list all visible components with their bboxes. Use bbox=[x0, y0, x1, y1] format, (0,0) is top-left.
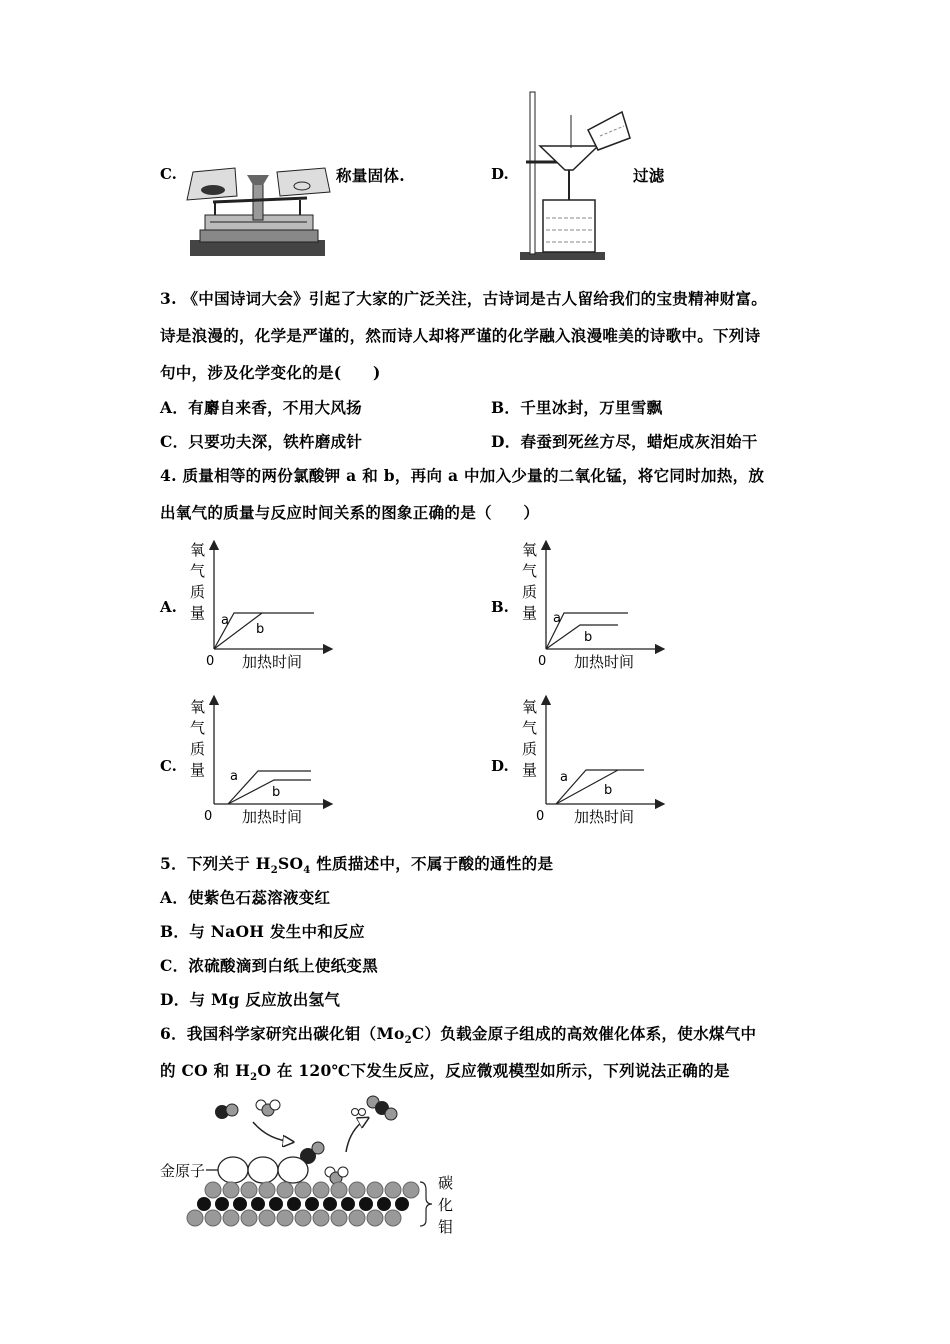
q4-d-label-a: a bbox=[560, 770, 568, 785]
q4-a-y4: 量 bbox=[190, 604, 206, 622]
q4-c-y2: 气 bbox=[190, 719, 206, 737]
q5-option-b: B．与 NaOH 发生中和反应 bbox=[160, 922, 365, 941]
q6-line2-pre: 的 CO 和 H bbox=[160, 1061, 251, 1080]
q4-d-xlabel: 加热时间 bbox=[574, 808, 635, 826]
q5-stem-pre: 5．下列关于 H bbox=[160, 854, 271, 873]
q4-c-y3: 质 bbox=[190, 740, 206, 758]
q4-graph-b-label: B. bbox=[491, 598, 509, 616]
q3-option-c: C．只要功夫深，铁杵磨成针 bbox=[160, 432, 363, 451]
q3-stem-line1: 3. 《中国诗词大会》引起了大家的广泛关注，古诗词是古人留给我们的宝贵精神财富。 bbox=[160, 289, 768, 308]
q6-stem-line2 bbox=[160, 1059, 730, 1083]
q6-carbide-char-2: 化 bbox=[438, 1196, 454, 1214]
q4-b-xlabel: 加热时间 bbox=[574, 653, 635, 671]
q5-option-c: C．浓硫酸滴到白纸上使纸变黑 bbox=[160, 956, 379, 975]
q3-stem-line3: 句中，涉及化学变化的是( ) bbox=[160, 363, 381, 382]
balance-scale-image bbox=[185, 160, 335, 260]
q4-c-y1: 氧 bbox=[190, 698, 206, 716]
q4-a-y1: 氧 bbox=[190, 541, 206, 559]
q6-line1-pre: 6．我国科学家研究出碳化钼（Mo bbox=[160, 1024, 405, 1043]
q4-c-line-b bbox=[228, 780, 311, 804]
q4-d-y4: 量 bbox=[522, 761, 538, 779]
q4-b-y4: 量 bbox=[522, 604, 538, 622]
q5-stem-mid: SO bbox=[278, 854, 304, 873]
q4-d-y1: 氧 bbox=[522, 698, 538, 716]
q2-option-d-text: 过滤 bbox=[633, 166, 665, 185]
q4-c-label-a: a bbox=[230, 769, 238, 784]
q6-line1-post: C）负载金原子组成的高效催化体系，使水煤气中 bbox=[411, 1024, 757, 1043]
filtration-apparatus-image bbox=[518, 90, 633, 262]
q6-catalyst-micro-model bbox=[158, 1090, 468, 1250]
q4-stem-line2: 出氧气的质量与反应时间关系的图象正确的是（ ） bbox=[160, 503, 540, 522]
q4-b-y1: 氧 bbox=[522, 541, 538, 559]
q5-stem-post: 性质描述中，不属于酸的通性的是 bbox=[310, 854, 554, 873]
q6-gold-atom-label: 金原子 bbox=[160, 1162, 206, 1180]
q4-c-line-a bbox=[228, 771, 311, 804]
q4-a-label-a: a bbox=[221, 613, 229, 628]
q2-option-c-label: C. bbox=[160, 165, 177, 183]
q4-graph-c bbox=[186, 692, 336, 832]
q4-d-y2: 气 bbox=[522, 719, 538, 737]
q4-a-origin: 0 bbox=[206, 654, 215, 669]
q5-option-d: D．与 Mg 反应放出氢气 bbox=[160, 990, 341, 1009]
q6-line2-post: O 在 120℃下发生反应，反应微观模型如所示，下列说法正确的是 bbox=[257, 1061, 730, 1080]
q6-sub-mo2: 2 bbox=[404, 1035, 412, 1047]
q6-carbide-char-1: 碳 bbox=[438, 1174, 454, 1192]
q2-option-d-label: D. bbox=[491, 165, 509, 183]
q4-d-y3: 质 bbox=[522, 740, 538, 758]
q4-c-y4: 量 bbox=[190, 761, 206, 779]
q4-graph-a-label: A. bbox=[160, 598, 177, 616]
q4-a-xlabel: 加热时间 bbox=[242, 653, 303, 671]
q4-graph-a bbox=[186, 535, 336, 675]
q4-graph-d-label: D. bbox=[491, 757, 509, 775]
q3-option-b: B．千里冰封，万里雪飘 bbox=[491, 398, 663, 417]
q5-sub-4: 4 bbox=[303, 865, 311, 877]
q3-stem-line2: 诗是浪漫的，化学是严谨的，然而诗人却将严谨的化学融入浪漫唯美的诗歌中。下列诗 bbox=[160, 326, 761, 345]
q4-b-y3: 质 bbox=[522, 583, 538, 601]
q4-d-origin: 0 bbox=[536, 809, 545, 824]
q4-graph-b bbox=[518, 535, 668, 675]
q4-c-xlabel: 加热时间 bbox=[242, 808, 303, 826]
q4-d-line-a bbox=[556, 770, 644, 804]
q5-sub-2: 2 bbox=[270, 865, 278, 877]
q3-option-d: D．春蚕到死丝方尽，蜡炬成灰泪始干 bbox=[491, 432, 758, 451]
q4-graph-c-label: C. bbox=[160, 757, 177, 775]
q3-option-a: A．有麝自来香，不用大风扬 bbox=[160, 398, 362, 417]
q4-a-y2: 气 bbox=[190, 562, 206, 580]
q4-b-label-b: b bbox=[584, 630, 593, 645]
q4-d-label-b: b bbox=[604, 783, 613, 798]
q4-b-origin: 0 bbox=[538, 654, 547, 669]
q4-a-label-b: b bbox=[256, 622, 265, 637]
q4-a-y3: 质 bbox=[190, 583, 206, 601]
q4-b-y2: 气 bbox=[522, 562, 538, 580]
q4-graph-d bbox=[518, 692, 668, 832]
q6-stem-line1 bbox=[160, 1022, 756, 1046]
q5-stem bbox=[160, 852, 553, 876]
q4-stem-line1: 4. 质量相等的两份氯酸钾 a 和 b，再向 a 中加入少量的二氧化锰，将它同时加热，放 bbox=[160, 466, 765, 485]
q2-option-c-text: 称量固体. bbox=[336, 166, 405, 185]
q6-sub-h2: 2 bbox=[250, 1072, 258, 1084]
q4-b-label-a: a bbox=[553, 611, 561, 626]
q5-option-a: A．使紫色石蕊溶液变红 bbox=[160, 888, 331, 907]
q6-carbide-char-3: 钼 bbox=[438, 1218, 454, 1236]
q4-c-label-b: b bbox=[272, 785, 281, 800]
q4-c-origin: 0 bbox=[204, 809, 213, 824]
